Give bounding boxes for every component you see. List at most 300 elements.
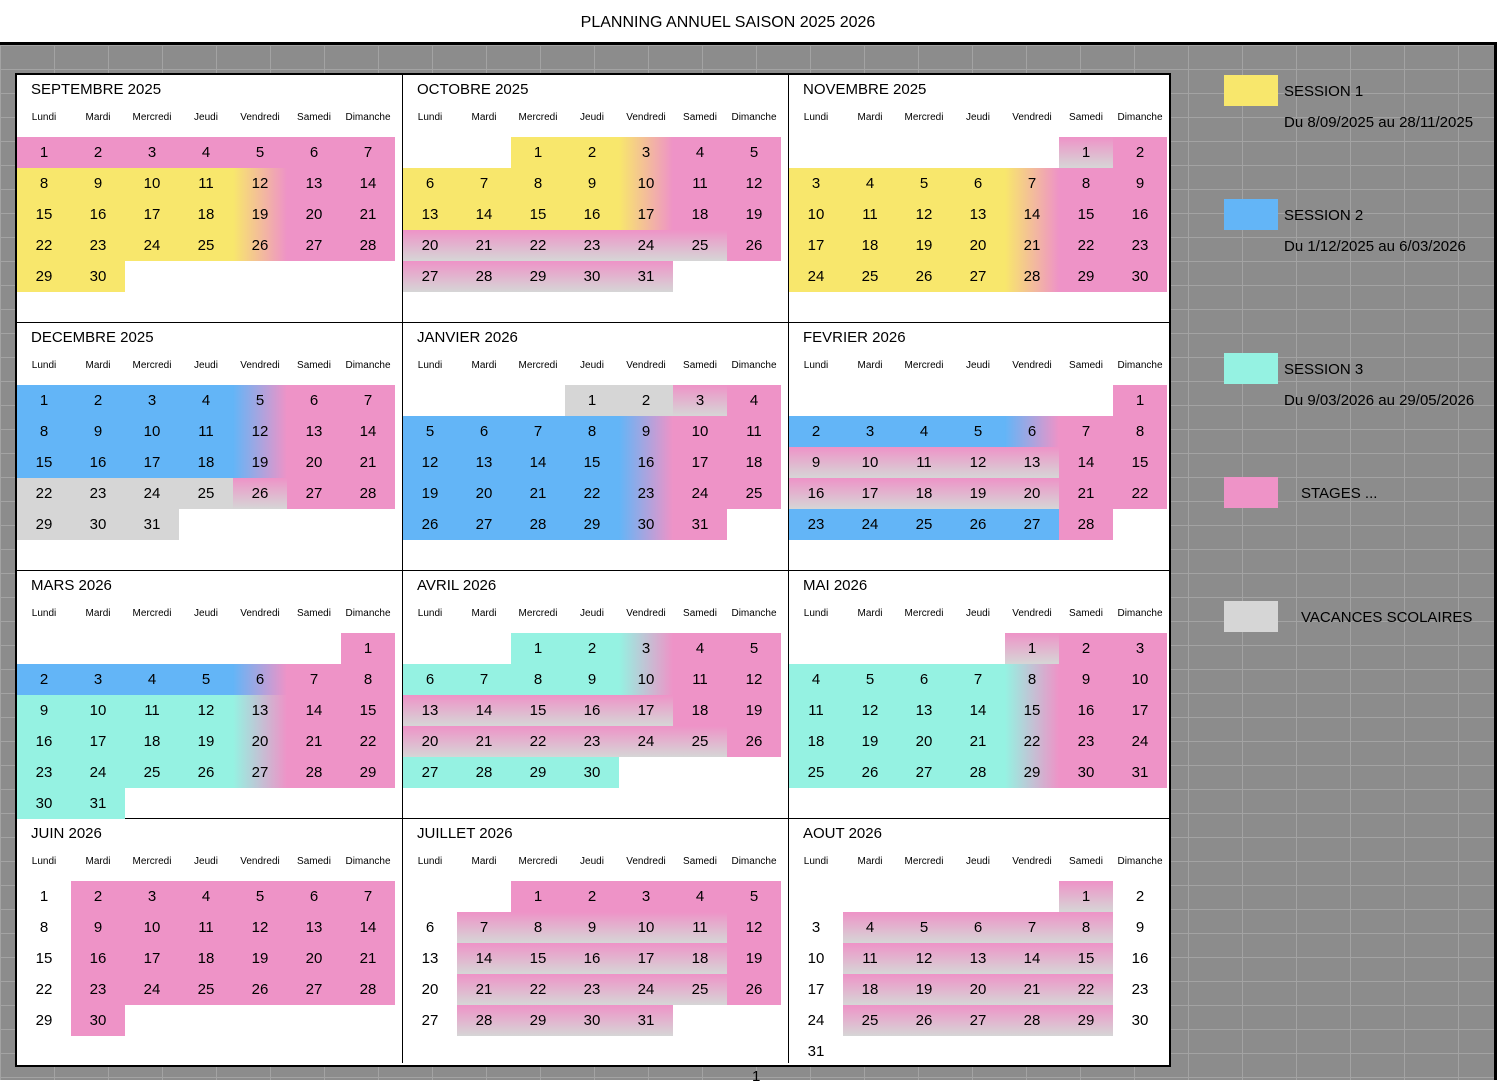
weekday-header: Samedi [297,112,331,123]
day-cell: 5 [897,912,951,943]
day-cell: 27 [403,757,457,788]
day-cell: 8 [1005,664,1059,695]
weekday-header: Vendredi [1012,608,1052,619]
day-cell: 31 [125,509,179,540]
day-cell: 15 [341,695,395,726]
day-cell: 3 [811,919,821,936]
day-cell: 18 [789,726,843,757]
weekday-header: Jeudi [966,360,990,371]
day-cell: 9 [565,912,619,943]
day-cell: 13 [1005,447,1059,478]
day-cell: 16 [789,478,843,509]
legend-label: SESSION 1 [1284,83,1364,100]
day-cell: 18 [673,695,727,726]
weekday-header: Mercredi [132,856,172,867]
day-cell: 30 [1131,1012,1149,1029]
day-cell: 9 [1135,919,1145,936]
weekday-header: Mardi [85,608,111,619]
day-cell: 5 [179,664,233,695]
day-cell: 13 [421,950,439,967]
legend-label: STAGES ... [1301,485,1378,502]
day-cell: 28 [341,974,395,1005]
month-novembre-2025 [789,75,1171,323]
day-cell: 27 [457,509,511,540]
weekday-header: Vendredi [626,856,666,867]
day-cell: 23 [1113,230,1167,261]
day-cell: 1 [1059,137,1113,168]
day-cell: 14 [511,447,565,478]
weekday-header: Samedi [1069,856,1103,867]
day-cell: 27 [951,1005,1005,1036]
day-cell: 20 [287,199,341,230]
day-cell: 24 [789,261,843,292]
day-cell: 7 [287,664,341,695]
month-fevrier-2026 [789,323,1171,571]
day-cell: 14 [341,912,395,943]
day-cell: 10 [789,199,843,230]
day-cell: 25 [843,261,897,292]
day-cell: 15 [1059,199,1113,230]
day-cell: 17 [619,943,673,974]
day-cell: 9 [1059,664,1113,695]
month-decembre-2025 [17,323,403,571]
weekday-header: Dimanche [731,360,777,371]
day-cell: 14 [341,416,395,447]
day-cell: 16 [71,199,125,230]
day-cell: 28 [457,757,511,788]
day-cell: 25 [673,230,727,261]
day-cell: 27 [233,757,287,788]
day-cell: 21 [287,726,341,757]
month-janvier-2026 [403,323,789,571]
day-cell: 4 [673,881,727,912]
weekday-header: Mardi [857,112,883,123]
day-cell: 20 [1005,478,1059,509]
day-cell: 18 [673,199,727,230]
day-cell: 28 [951,757,1005,788]
day-cell: 7 [341,881,395,912]
legend-label: SESSION 2 [1284,207,1364,224]
weekday-header: Samedi [683,112,717,123]
day-cell: 21 [341,943,395,974]
weekday-header: Jeudi [966,608,990,619]
day-cell: 9 [1113,168,1167,199]
day-cell: 9 [71,168,125,199]
weekday-header: Jeudi [966,856,990,867]
day-cell: 22 [1113,478,1167,509]
day-cell: 3 [619,633,673,664]
day-cell: 11 [843,199,897,230]
weekday-header: Samedi [297,360,331,371]
day-cell: 20 [233,726,287,757]
day-cell: 11 [125,695,179,726]
day-cell: 29 [341,757,395,788]
weekday-header: Mercredi [904,608,944,619]
day-cell: 11 [727,416,781,447]
day-cell: 22 [341,726,395,757]
day-cell: 5 [897,168,951,199]
day-cell: 3 [71,664,125,695]
day-cell: 15 [511,199,565,230]
day-cell: 11 [179,168,233,199]
month-aout-2026 [789,819,1171,1063]
day-cell: 6 [1005,416,1059,447]
day-cell: 19 [403,478,457,509]
day-cell: 31 [673,509,727,540]
day-cell: 1 [565,385,619,416]
day-cell: 12 [727,664,781,695]
day-cell: 18 [179,199,233,230]
day-cell: 24 [125,230,179,261]
day-cell: 13 [233,695,287,726]
day-cell: 6 [951,168,1005,199]
day-cell: 3 [673,385,727,416]
day-cell: 22 [511,974,565,1005]
weekday-header: Mercredi [518,112,558,123]
day-cell: 11 [673,168,727,199]
day-cell: 23 [565,974,619,1005]
day-cell: 16 [1059,695,1113,726]
day-cell: 9 [71,416,125,447]
weekday-header: Mercredi [132,360,172,371]
day-cell: 22 [511,726,565,757]
day-cell: 27 [1005,509,1059,540]
day-cell: 23 [71,230,125,261]
day-cell: 24 [807,1012,825,1029]
weekday-header: Vendredi [1012,112,1052,123]
weekday-header: Mercredi [904,112,944,123]
day-cell: 30 [71,1005,125,1036]
day-cell: 2 [1135,888,1145,905]
day-cell: 11 [673,912,727,943]
day-cell: 25 [673,974,727,1005]
day-cell: 14 [1005,199,1059,230]
day-cell: 4 [727,385,781,416]
weekday-header: Vendredi [1012,856,1052,867]
day-cell: 1 [39,888,49,905]
day-cell: 3 [843,416,897,447]
weekday-header: Mercredi [518,856,558,867]
day-cell: 21 [1005,974,1059,1005]
day-cell: 22 [565,478,619,509]
weekday-header: Vendredi [626,112,666,123]
day-cell: 25 [179,230,233,261]
day-cell: 10 [619,168,673,199]
day-cell: 9 [565,168,619,199]
day-cell: 8 [1059,912,1113,943]
day-cell: 19 [843,726,897,757]
day-cell: 28 [341,230,395,261]
month-title: FEVRIER 2026 [803,329,906,346]
day-cell: 12 [843,695,897,726]
day-cell: 2 [1113,137,1167,168]
weekday-header: Lundi [803,856,829,867]
day-cell: 23 [789,509,843,540]
day-cell: 12 [233,416,287,447]
day-cell: 28 [457,261,511,292]
day-cell: 7 [457,912,511,943]
weekday-header: Jeudi [580,608,604,619]
month-title: MAI 2026 [803,577,868,594]
day-cell: 20 [403,230,457,261]
day-cell: 5 [403,416,457,447]
weekday-header: Jeudi [194,360,218,371]
day-cell: 11 [897,447,951,478]
day-cell: 3 [125,881,179,912]
month-title: DECEMBRE 2025 [31,329,154,346]
weekday-header: Dimanche [345,360,391,371]
day-cell: 7 [1059,416,1113,447]
day-cell: 5 [727,137,781,168]
weekday-header: Vendredi [240,360,280,371]
weekday-header: Mercredi [518,360,558,371]
day-cell: 27 [951,261,1005,292]
day-cell: 15 [1113,447,1167,478]
day-cell: 23 [71,974,125,1005]
month-title: JUILLET 2026 [417,825,513,842]
day-cell: 8 [1113,416,1167,447]
weekday-header: Dimanche [345,856,391,867]
day-cell: 24 [71,757,125,788]
day-cell: 16 [1113,199,1167,230]
day-cell: 8 [1059,168,1113,199]
day-cell: 26 [897,1005,951,1036]
day-cell: 27 [287,478,341,509]
day-cell: 27 [403,261,457,292]
day-cell: 20 [287,447,341,478]
weekday-header: Lundi [417,360,443,371]
month-title: SEPTEMBRE 2025 [31,81,162,98]
day-cell: 10 [843,447,897,478]
weekday-header: Lundi [31,360,57,371]
day-cell: 5 [233,881,287,912]
day-cell: 9 [17,695,71,726]
day-cell: 20 [457,478,511,509]
day-cell: 29 [1059,261,1113,292]
day-cell: 1 [511,633,565,664]
day-cell: 4 [179,881,233,912]
day-cell: 17 [807,981,825,998]
month-title: JUIN 2026 [31,825,102,842]
day-cell: 20 [287,943,341,974]
day-cell: 14 [457,199,511,230]
day-cell: 10 [125,416,179,447]
day-cell: 19 [233,943,287,974]
day-cell: 25 [843,1005,897,1036]
day-cell: 15 [1005,695,1059,726]
day-cell: 31 [807,1043,825,1060]
day-cell: 13 [287,416,341,447]
day-cell: 18 [673,943,727,974]
month-octobre-2025 [403,75,789,323]
day-cell: 29 [511,261,565,292]
day-cell: 8 [39,919,49,936]
day-cell: 1 [511,137,565,168]
weekday-header: Vendredi [240,856,280,867]
weekday-header: Lundi [803,608,829,619]
day-cell: 5 [233,137,287,168]
weekday-header: Samedi [1069,608,1103,619]
legend-dates: Du 1/12/2025 au 6/03/2026 [1284,238,1466,255]
day-cell: 28 [341,478,395,509]
weekday-header: Samedi [297,608,331,619]
day-cell: 26 [179,757,233,788]
day-cell: 22 [1005,726,1059,757]
day-cell: 13 [951,943,1005,974]
weekday-header: Lundi [31,608,57,619]
weekday-header: Samedi [1069,360,1103,371]
day-cell: 13 [403,695,457,726]
day-cell: 4 [897,416,951,447]
day-cell: 6 [403,168,457,199]
day-cell: 16 [17,726,71,757]
day-cell: 4 [789,664,843,695]
month-mai-2026 [789,571,1171,819]
day-cell: 26 [897,261,951,292]
day-cell: 29 [511,1005,565,1036]
weekday-header: Dimanche [731,856,777,867]
day-cell: 22 [17,478,71,509]
day-cell: 15 [511,943,565,974]
day-cell: 9 [565,664,619,695]
day-cell: 12 [897,943,951,974]
day-cell: 7 [1005,912,1059,943]
day-cell: 24 [1113,726,1167,757]
day-cell: 1 [511,881,565,912]
month-avril-2026 [403,571,789,819]
day-cell: 9 [619,416,673,447]
day-cell: 13 [951,199,1005,230]
month-title: AOUT 2026 [803,825,882,842]
legend-swatch [1224,75,1278,106]
day-cell: 26 [951,509,1005,540]
day-cell: 6 [425,919,435,936]
day-cell: 19 [951,478,1005,509]
day-cell: 10 [807,950,825,967]
day-cell: 20 [951,230,1005,261]
day-cell: 24 [125,974,179,1005]
day-cell: 3 [619,137,673,168]
day-cell: 1 [17,137,71,168]
day-cell: 15 [17,199,71,230]
day-cell: 17 [619,695,673,726]
day-cell: 21 [511,478,565,509]
day-cell: 15 [35,950,53,967]
weekday-header: Lundi [417,856,443,867]
day-cell: 26 [727,230,781,261]
weekday-header: Dimanche [1117,112,1163,123]
legend-swatch [1224,601,1278,632]
weekday-header: Mardi [471,360,497,371]
day-cell: 14 [1005,943,1059,974]
day-cell: 17 [619,199,673,230]
day-cell: 18 [843,974,897,1005]
day-cell: 7 [341,137,395,168]
day-cell: 7 [951,664,1005,695]
weekday-header: Samedi [683,360,717,371]
day-cell: 12 [897,199,951,230]
weekday-header: Mercredi [518,608,558,619]
weekday-header: Mercredi [904,856,944,867]
day-cell: 12 [233,912,287,943]
day-cell: 30 [1113,261,1167,292]
weekday-header: Dimanche [345,112,391,123]
month-title: AVRIL 2026 [417,577,497,594]
day-cell: 19 [233,199,287,230]
day-cell: 1 [17,385,71,416]
day-cell: 15 [1059,943,1113,974]
day-cell: 18 [727,447,781,478]
day-cell: 16 [71,447,125,478]
weekday-header: Dimanche [731,608,777,619]
day-cell: 15 [511,695,565,726]
day-cell: 5 [727,881,781,912]
day-cell: 29 [17,509,71,540]
weekday-header: Jeudi [966,112,990,123]
day-cell: 7 [511,416,565,447]
weekday-header: Dimanche [1117,856,1163,867]
day-cell: 2 [565,633,619,664]
day-cell: 24 [843,509,897,540]
day-cell: 8 [511,168,565,199]
day-cell: 13 [287,168,341,199]
day-cell: 2 [565,137,619,168]
day-cell: 27 [287,974,341,1005]
weekday-header: Mardi [471,856,497,867]
day-cell: 30 [565,261,619,292]
day-cell: 16 [71,943,125,974]
day-cell: 19 [897,230,951,261]
day-cell: 5 [951,416,1005,447]
day-cell: 26 [843,757,897,788]
month-title: MARS 2026 [31,577,112,594]
day-cell: 18 [179,943,233,974]
day-cell: 23 [1059,726,1113,757]
day-cell: 13 [403,199,457,230]
day-cell: 17 [125,943,179,974]
day-cell: 8 [511,912,565,943]
day-cell: 30 [1059,757,1113,788]
day-cell: 16 [565,199,619,230]
day-cell: 23 [565,230,619,261]
day-cell: 12 [179,695,233,726]
day-cell: 19 [727,199,781,230]
weekday-header: Jeudi [580,856,604,867]
day-cell: 7 [457,664,511,695]
day-cell: 29 [17,261,71,292]
day-cell: 21 [1005,230,1059,261]
day-cell: 29 [1059,1005,1113,1036]
day-cell: 29 [511,757,565,788]
day-cell: 5 [233,385,287,416]
day-cell: 30 [619,509,673,540]
weekday-header: Mardi [471,112,497,123]
day-cell: 17 [843,478,897,509]
day-cell: 23 [17,757,71,788]
day-cell: 6 [897,664,951,695]
day-cell: 17 [71,726,125,757]
weekday-header: Lundi [417,112,443,123]
day-cell: 7 [341,385,395,416]
day-cell: 6 [287,385,341,416]
day-cell: 12 [403,447,457,478]
legend-swatch [1224,199,1278,230]
weekday-header: Dimanche [1117,360,1163,371]
day-cell: 2 [565,881,619,912]
day-cell: 15 [17,447,71,478]
day-cell: 3 [789,168,843,199]
day-cell: 27 [421,1012,439,1029]
